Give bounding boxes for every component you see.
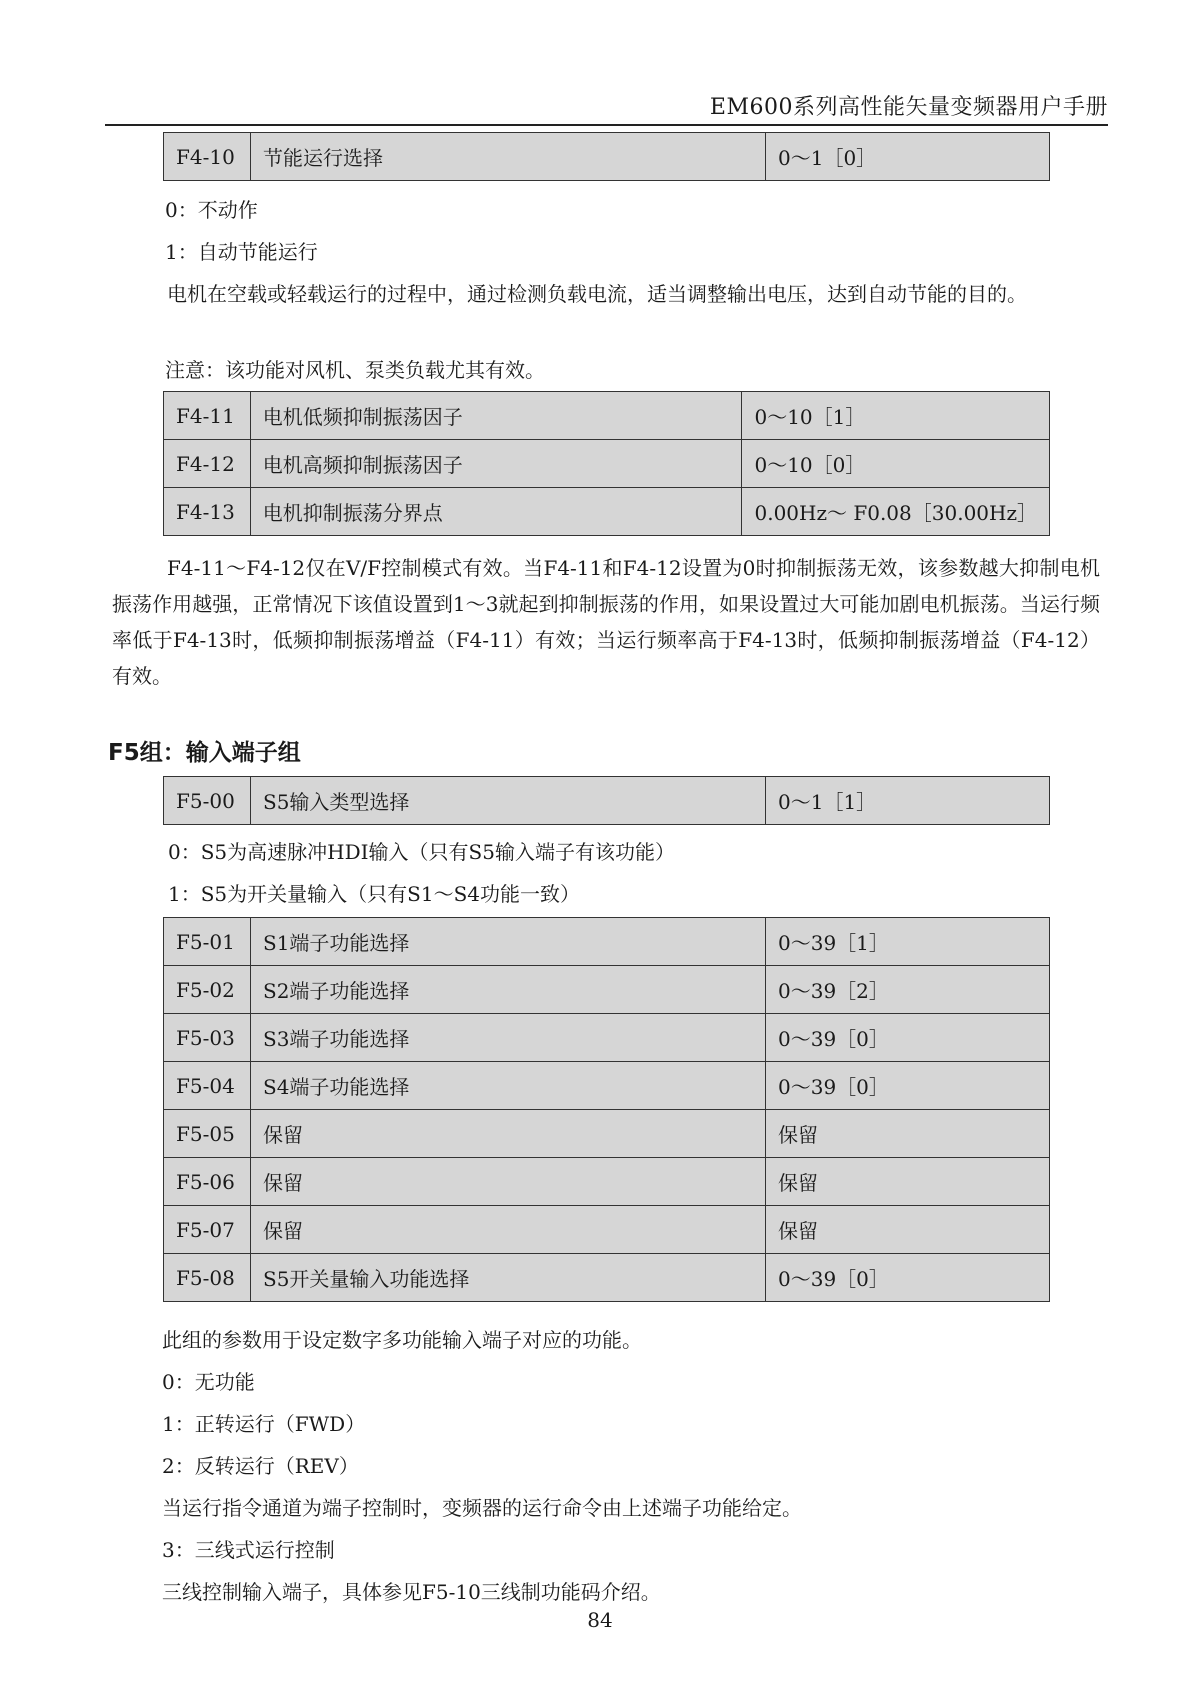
paragraph-line: 三线控制输入端子，具体参见F5-10三线制功能码介绍。 — [162, 1580, 661, 1604]
param-range: 0～10［0］ — [742, 440, 1050, 488]
param-range: 保留 — [766, 1158, 1050, 1206]
page-header-title: EM600系列高性能矢量变频器用户手册 — [709, 95, 1108, 120]
section-title: F5组：输入端子组 — [108, 740, 301, 766]
table-row — [164, 488, 1050, 536]
param-name: 节能运行选择 — [251, 133, 766, 181]
paragraph-line: 当运行指令通道为端子控制时，变频器的运行命令由上述端子功能给定。 — [162, 1496, 802, 1520]
param-code: F5-06 — [164, 1158, 251, 1206]
param-code: F5-00 — [164, 777, 251, 825]
param-table-f4-11-13 — [163, 391, 1050, 536]
table-row — [164, 966, 1050, 1014]
option-line: 0：不动作 — [165, 198, 258, 222]
param-range: 0～1［1］ — [766, 777, 1050, 825]
param-name: S3端子功能选择 — [251, 1014, 766, 1062]
note-line: 注意：该功能对风机、泵类负载尤其有效。 — [165, 358, 545, 382]
table-row — [164, 777, 1050, 825]
param-table-f5-01-08 — [163, 917, 1050, 1302]
param-range: 0～39［1］ — [766, 918, 1050, 966]
option-line: 3：三线式运行控制 — [162, 1538, 335, 1562]
param-code: F4-10 — [164, 133, 251, 181]
table-row — [164, 1254, 1050, 1302]
param-name: S5输入类型选择 — [251, 777, 766, 825]
param-code: F4-12 — [164, 440, 251, 488]
paragraph — [112, 550, 1100, 694]
param-code: F5-01 — [164, 918, 251, 966]
param-name: 保留 — [251, 1206, 766, 1254]
param-range: 0～1［0］ — [766, 133, 1050, 181]
param-name: 电机抑制振荡分界点 — [250, 488, 742, 536]
param-name: 保留 — [251, 1158, 766, 1206]
param-range: 0～39［2］ — [766, 966, 1050, 1014]
param-code: F5-08 — [164, 1254, 251, 1302]
param-code: F4-11 — [164, 392, 251, 440]
table-row — [164, 133, 1050, 181]
param-code: F4-13 — [164, 488, 251, 536]
param-code: F5-02 — [164, 966, 251, 1014]
param-name: S1端子功能选择 — [251, 918, 766, 966]
option-line: 1：正转运行（FWD） — [162, 1412, 366, 1436]
param-name: 保留 — [251, 1110, 766, 1158]
table-row — [164, 1158, 1050, 1206]
paragraph — [112, 276, 1100, 312]
param-name: S2端子功能选择 — [251, 966, 766, 1014]
table-row — [164, 1014, 1050, 1062]
param-range: 保留 — [766, 1110, 1050, 1158]
param-code: F5-05 — [164, 1110, 251, 1158]
param-range: 0～39［0］ — [766, 1254, 1050, 1302]
page-number: 84 — [587, 1608, 613, 1632]
param-table-f4-10 — [163, 132, 1050, 181]
param-name: S5开关量输入功能选择 — [251, 1254, 766, 1302]
param-code: F5-04 — [164, 1062, 251, 1110]
paragraph-text: F4-11～F4-12仅在V/F控制模式有效。当F4-11和F4-12设置为0时抑制振荡无效，该参数越大抑制电机振荡作用越强，正常情况下该值设置到1～3就起到抑制振荡的作用，如果设置过大可能加剧电机振荡。当运行频率低于F4-13时，低频抑制振荡增益（F4-11）有效；当运行频率高于F4-13时，低频抑制振荡增益（F4-12）有效。 — [112, 556, 1100, 688]
table-row — [164, 1110, 1050, 1158]
param-name: 电机高频抑制振荡因子 — [250, 440, 742, 488]
paragraph-line: 此组的参数用于设定数字多功能输入端子对应的功能。 — [162, 1328, 642, 1352]
param-name: S4端子功能选择 — [251, 1062, 766, 1110]
option-line: 0：S5为高速脉冲HDI输入（只有S5输入端子有该功能） — [168, 840, 675, 864]
table-row — [164, 440, 1050, 488]
paragraph-text: 电机在空载或轻载运行的过程中，通过检测负载电流，适当调整输出电压，达到自动节能的目的。 — [167, 282, 1027, 306]
table-row — [164, 1206, 1050, 1254]
param-table-f5-00 — [163, 776, 1050, 825]
header-rule — [105, 124, 1108, 126]
param-range: 保留 — [766, 1206, 1050, 1254]
param-range: 0.00Hz～ F0.08［30.00Hz］ — [742, 488, 1050, 536]
param-code: F5-07 — [164, 1206, 251, 1254]
param-name: 电机低频抑制振荡因子 — [250, 392, 742, 440]
param-range: 0～39［0］ — [766, 1062, 1050, 1110]
option-line: 1：S5为开关量输入（只有S1～S4功能一致） — [168, 882, 581, 906]
option-line: 2：反转运行（REV） — [162, 1454, 359, 1478]
option-line: 0：无功能 — [162, 1370, 255, 1394]
table-row — [164, 918, 1050, 966]
table-row — [164, 392, 1050, 440]
option-line: 1：自动节能运行 — [165, 240, 318, 264]
param-code: F5-03 — [164, 1014, 251, 1062]
param-range: 0～10［1］ — [742, 392, 1050, 440]
table-row — [164, 1062, 1050, 1110]
param-range: 0～39［0］ — [766, 1014, 1050, 1062]
